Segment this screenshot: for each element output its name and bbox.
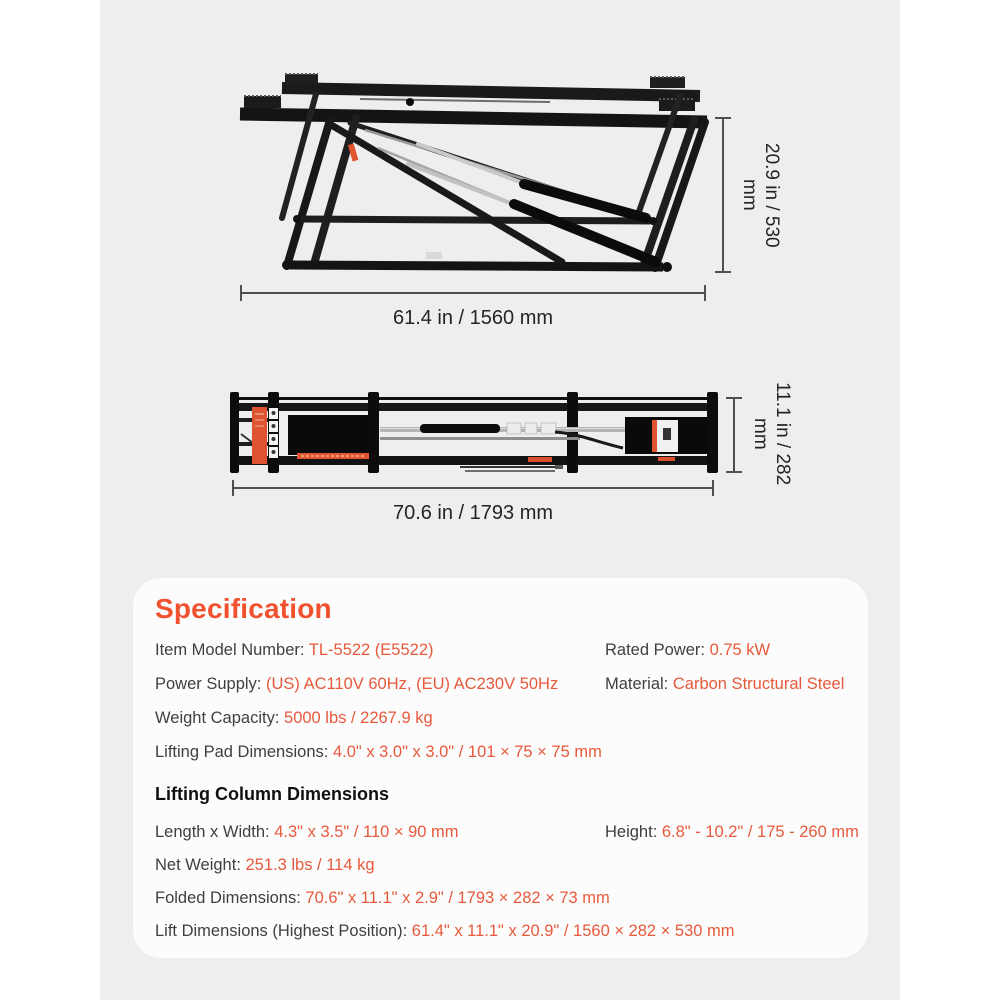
folded-height-label: 11.1 in / 282 mm	[750, 382, 793, 486]
spec-label: Height:	[605, 823, 662, 841]
spec-value: Carbon Structural Steel	[672, 675, 845, 693]
raised-height-label: 20.9 in / 530 mm	[739, 142, 782, 248]
raised-height-dimension-line	[722, 117, 724, 273]
spec-value: 251.3 lbs / 114 kg	[245, 856, 375, 874]
spec-value: 6.8" - 10.2" / 175 - 260 mm	[661, 823, 859, 841]
raised-width-label: 61.4 in / 1560 mm	[392, 307, 554, 329]
spec-row-length-width	[155, 822, 459, 842]
spec-value: (US) AC110V 60Hz, (EU) AC230V 50Hz	[265, 675, 559, 693]
spec-value: 4.3" x 3.5" / 110 × 90 mm	[274, 823, 459, 841]
spec-label: Rated Power:	[605, 641, 710, 659]
raised-width-dimension-line	[240, 292, 706, 294]
folded-width-label: 70.6 in / 1793 mm	[392, 502, 554, 524]
spec-title: Specification	[155, 593, 332, 624]
folded-height-dimension-line	[733, 397, 735, 473]
spec-row-height	[605, 822, 859, 842]
spec-value: 61.4" x 11.1" x 20.9" / 1560 × 282 × 530 mm	[411, 922, 735, 940]
raised-lift-illustration	[230, 68, 720, 283]
spec-row-material	[605, 674, 844, 694]
spec-row-folded-dimensions	[155, 888, 610, 908]
spec-row-item-model	[155, 640, 434, 660]
spec-label: Length x Width:	[155, 823, 275, 841]
spec-subheading: Lifting Column Dimensions	[155, 784, 389, 804]
spec-label: Power Supply:	[155, 675, 266, 693]
spec-label: Item Model Number:	[155, 641, 309, 659]
spec-row-rated-power	[605, 640, 770, 660]
spec-row-net-weight	[155, 855, 375, 875]
spec-label: Net Weight:	[155, 856, 246, 874]
spec-label: Material:	[605, 675, 673, 693]
spec-label: Lifting Pad Dimensions:	[155, 743, 333, 761]
specification-panel	[133, 578, 868, 958]
spec-label: Folded Dimensions:	[155, 889, 306, 907]
spec-value: TL-5522 (E5522)	[308, 641, 434, 659]
spec-value: 4.0" x 3.0" x 3.0" / 101 × 75 × 75 mm	[332, 743, 602, 761]
spec-label: Weight Capacity:	[155, 709, 285, 727]
folded-width-dimension-line	[232, 487, 714, 489]
spec-row-lifting-pad-dimensions	[155, 742, 602, 762]
folded-lift-illustration	[225, 390, 725, 475]
spec-row-lift-dimensions	[155, 921, 735, 941]
spec-value: 0.75 kW	[709, 641, 771, 659]
spec-value: 5000 lbs / 2267.9 kg	[284, 709, 433, 727]
spec-row-weight-capacity	[155, 708, 433, 728]
spec-value: 70.6" x 11.1" x 2.9" / 1793 × 282 × 73 mm	[305, 889, 610, 907]
spec-row-power-supply	[155, 674, 558, 694]
spec-label: Lift Dimensions (Highest Position):	[155, 922, 412, 940]
